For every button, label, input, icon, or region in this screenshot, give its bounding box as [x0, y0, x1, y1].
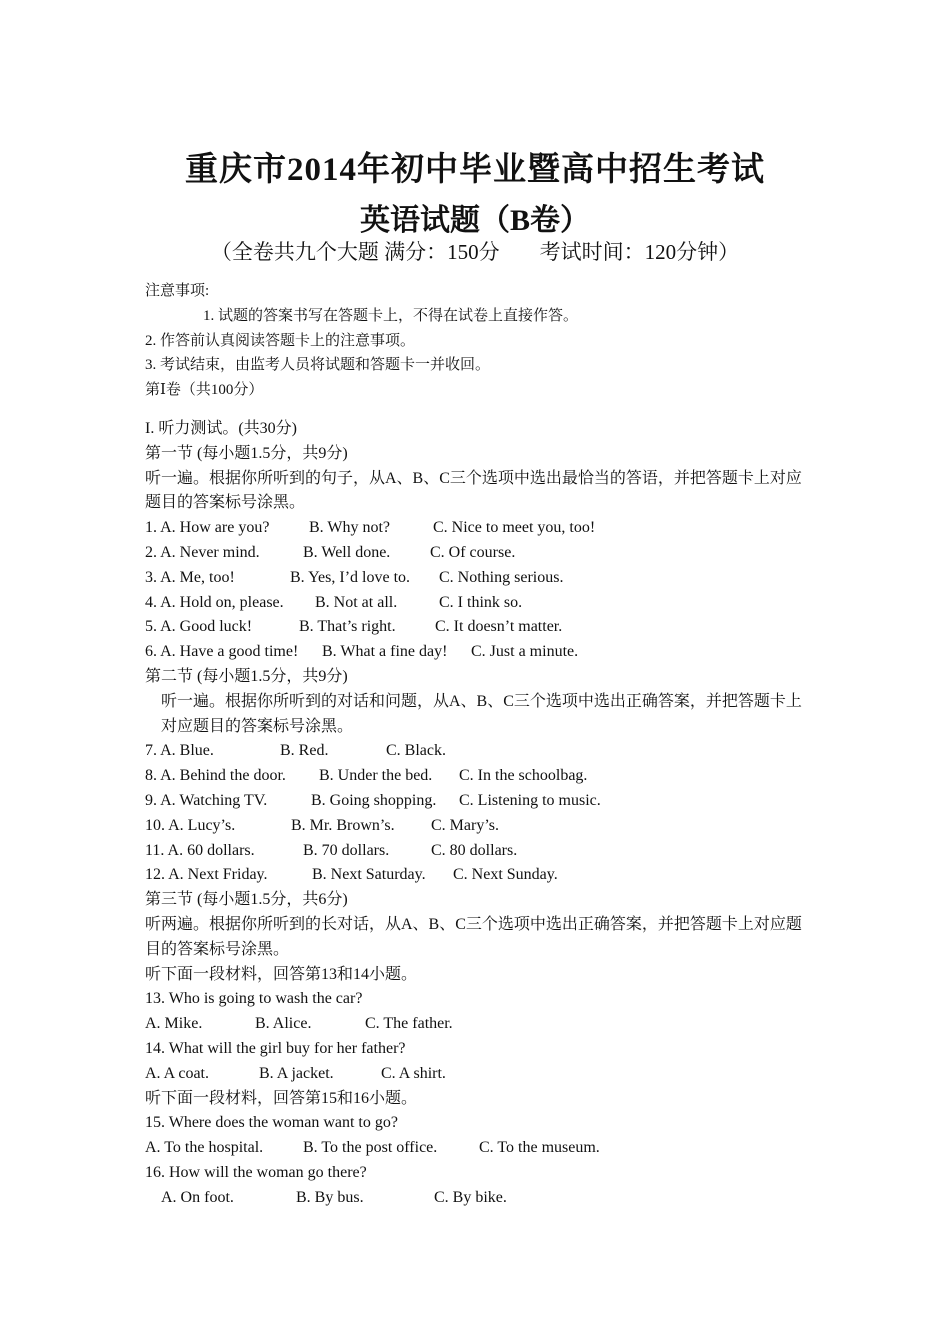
option-c: C. Of course.	[430, 543, 516, 561]
question-15-options	[145, 1136, 810, 1161]
option-a: 3. A. Me, too!	[145, 568, 235, 586]
question-16-stem: 16. How will the woman go there?	[145, 1163, 367, 1181]
note-item-3: 3. 考试结束，由监考人员将试题和答题卡一并收回。	[145, 357, 491, 374]
option-a: 8. A. Behind the door.	[145, 767, 286, 785]
option-c: C. Nothing serious.	[439, 568, 564, 586]
option-a: A. On foot.	[161, 1188, 234, 1206]
option-b: B. 70 dollars.	[303, 841, 390, 859]
option-c: C. Just a minute.	[471, 643, 579, 661]
option-a: 7. A. Blue.	[145, 742, 214, 760]
question-5	[145, 615, 810, 640]
option-c: C. 80 dollars.	[431, 841, 518, 859]
option-c: C. Black.	[386, 742, 446, 760]
question-8	[145, 764, 810, 789]
material-2-note: 听下面一段材料，回答第15和16小题。	[145, 1089, 418, 1107]
option-b: B. A jacket.	[259, 1064, 334, 1082]
option-a: A. A coat.	[145, 1064, 209, 1082]
question-1	[145, 516, 810, 541]
option-c: C. By bike.	[434, 1188, 507, 1206]
question-16-options	[145, 1186, 810, 1211]
option-b: B. Mr. Brown’s.	[291, 816, 395, 834]
option-a: A. Mike.	[145, 1015, 203, 1033]
question-14-stem: 14. What will the girl buy for her father?	[145, 1039, 406, 1057]
volume-heading: 第Ⅰ卷（共100分）	[145, 382, 264, 399]
section2-instructions: 听一遍。根据你所听到的对话和问题，从A、B、C三个选项中选出正确答案，并把答题卡上对应题目的答案标号涂黑。	[161, 692, 802, 735]
option-b: B. To the post office.	[303, 1139, 438, 1157]
exam-score-info: （全卷共九个大题 满分：150分	[210, 240, 500, 264]
option-b: B. Yes, I’d love to.	[290, 568, 411, 586]
notes-heading: 注意事项:	[145, 283, 210, 299]
option-b: B. What a fine day!	[322, 643, 448, 661]
option-b: B. Going shopping.	[311, 791, 437, 809]
question-2	[145, 541, 810, 566]
question-13-stem: 13. Who is going to wash the car?	[145, 990, 363, 1008]
option-b: B. That’s right.	[299, 618, 396, 636]
question-11	[145, 839, 810, 864]
option-c: C. A shirt.	[381, 1064, 446, 1082]
option-b: B. Alice.	[255, 1015, 312, 1033]
option-a: 4. A. Hold on, please.	[145, 593, 284, 611]
option-c: C. It doesn’t matter.	[435, 618, 563, 636]
section1-heading: 第一节 (每小题1.5分，共9分)	[145, 444, 348, 462]
option-b: B. Red.	[280, 742, 329, 760]
option-a: 6. A. Have a good time!	[145, 643, 299, 661]
option-b: B. Why not?	[309, 519, 391, 537]
question-4	[145, 591, 810, 616]
option-a: 10. A. Lucy’s.	[145, 816, 236, 834]
option-c: C. Listening to music.	[459, 791, 601, 809]
option-a: 5. A. Good luck!	[145, 618, 253, 636]
option-c: C. In the schoolbag.	[459, 767, 588, 785]
question-14-options	[145, 1062, 810, 1087]
option-a: 1. A. How are you?	[145, 519, 270, 537]
section2-heading: 第二节 (每小题1.5分，共9分)	[145, 667, 348, 685]
question-9	[145, 789, 810, 814]
option-a: 9. A. Watching TV.	[145, 791, 268, 809]
exam-time-info: 考试时间：120分钟）	[539, 240, 740, 264]
part1-heading: I. 听力测试。(共30分)	[145, 419, 297, 437]
option-b: B. By bus.	[296, 1188, 364, 1206]
exam-subtitle: 英语试题（B卷）	[359, 204, 590, 237]
option-c: C. Mary’s.	[431, 816, 499, 834]
material-1-note: 听下面一段材料，回答第13和14小题。	[145, 965, 418, 983]
question-12	[145, 863, 810, 888]
exam-info	[0, 236, 950, 266]
question-15-stem: 15. Where does the woman want to go?	[145, 1114, 398, 1132]
question-10	[145, 814, 810, 839]
option-c: C. The father.	[365, 1015, 453, 1033]
exam-content	[145, 279, 810, 1210]
option-c: C. I think so.	[439, 593, 523, 611]
question-13-options	[145, 1012, 810, 1037]
option-a: 12. A. Next Friday.	[145, 866, 268, 884]
question-6	[145, 640, 810, 665]
section1-instructions: 听一遍。根据你所听到的句子，从A、B、C三个选项中选出最恰当的答语，并把答题卡上对应题目的答案标号涂黑。	[145, 469, 802, 512]
option-a: 11. A. 60 dollars.	[145, 841, 255, 859]
option-b: B. Next Saturday.	[312, 866, 426, 884]
option-b: B. Not at all.	[315, 593, 398, 611]
note-item-2: 2. 作答前认真阅读答题卡上的注意事项。	[145, 332, 416, 349]
option-b: B. Well done.	[303, 543, 391, 561]
note-item-1: 1. 试题的答案书写在答题卡上，不得在试卷上直接作答。	[203, 307, 579, 324]
option-c: C. Nice to meet you, too!	[433, 519, 596, 537]
question-3	[145, 566, 810, 591]
exam-title: 重庆市2014年初中毕业暨高中招生考试	[185, 152, 765, 188]
section3-heading: 第三节 (每小题1.5分，共6分)	[145, 891, 348, 909]
option-a: 2. A. Never mind.	[145, 543, 260, 561]
option-b: B. Under the bed.	[319, 767, 433, 785]
section3-instructions: 听两遍。根据你所听到的长对话，从A、B、C三个选项中选出正确答案，并把答题卡上对应题目的答案标号涂黑。	[145, 915, 802, 958]
option-a: A. To the hospital.	[145, 1139, 264, 1157]
option-c: C. Next Sunday.	[453, 866, 558, 884]
question-7	[145, 739, 810, 764]
option-c: C. To the museum.	[479, 1139, 600, 1157]
